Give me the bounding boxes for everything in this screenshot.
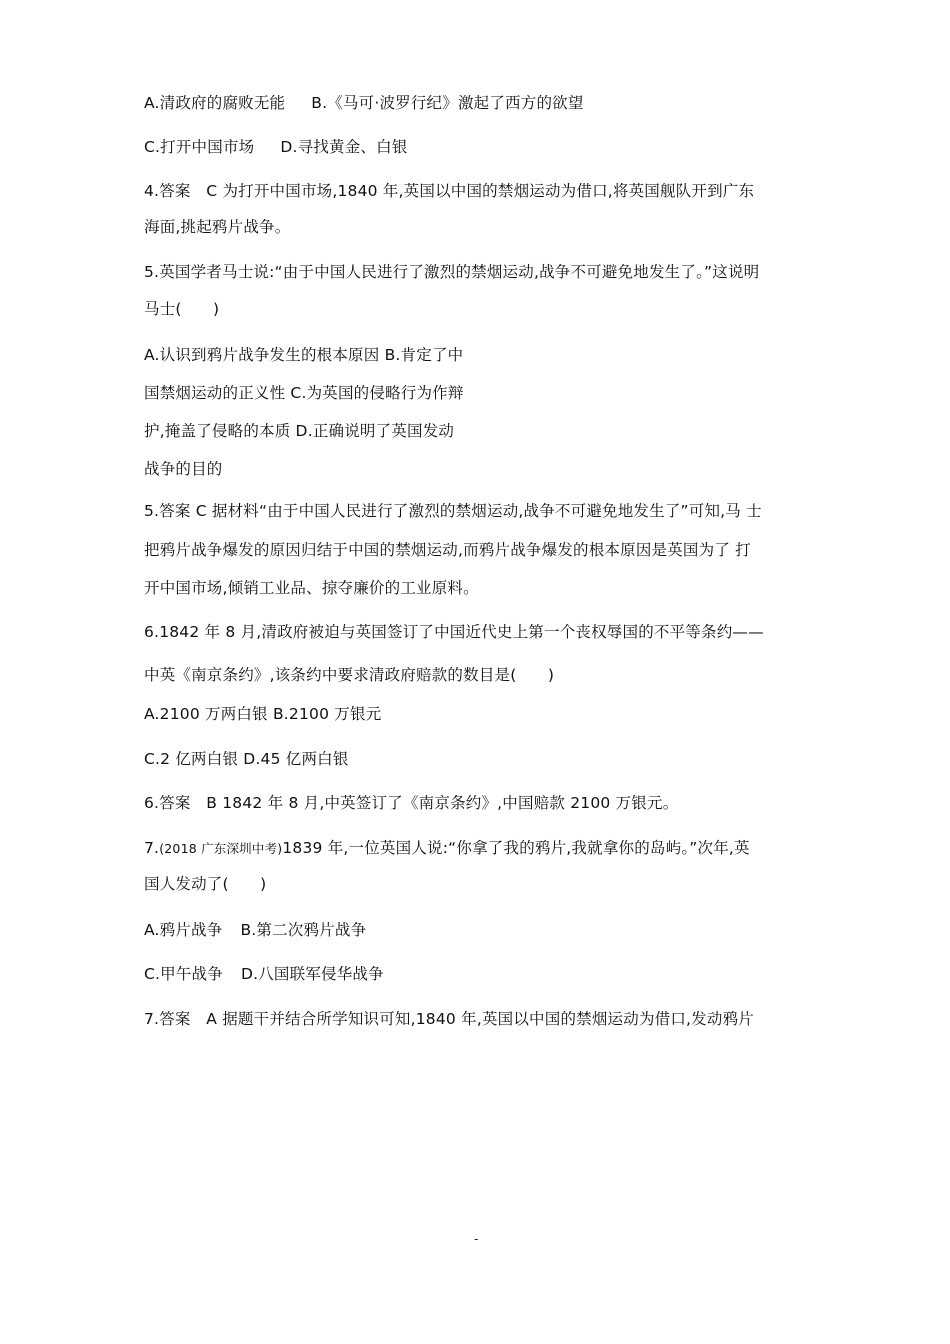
question-7-text: 1839 年,一位英国人说:“你拿了我的鸦片,我就拿你的岛屿。”次年,英 bbox=[282, 839, 750, 857]
q7-option-b: B.第二次鸦片战争 bbox=[240, 921, 367, 939]
answer-7-line-1: 7.答案 A 据题干并结合所学知识可知,1840 年,英国以中国的禁烟运动为借口,发动鸦片 bbox=[144, 1010, 754, 1028]
answer-4-line-2: 海面,挑起鸦片战争。 bbox=[144, 218, 291, 236]
question-7-options-cd bbox=[144, 963, 384, 985]
q7-option-d: D.八国联军侵华战争 bbox=[240, 965, 384, 983]
answer-5-line-3: 开中国市场,倾销工业品、掠夺廉价的工业原料。 bbox=[144, 579, 479, 597]
page-number-mark: - bbox=[474, 1232, 479, 1246]
question-5-options-4: 战争的目的 bbox=[144, 460, 223, 478]
q3-options-ab bbox=[144, 92, 584, 114]
question-6-options-cd: C.2 亿两白银 D.45 亿两白银 bbox=[144, 750, 349, 768]
question-7-source: (2018 广东深圳中考) bbox=[159, 841, 283, 856]
question-6-options-ab: A.2100 万两白银 B.2100 万银元 bbox=[144, 705, 382, 723]
q3-option-d: D.寻找黄金、白银 bbox=[280, 138, 408, 156]
q3-option-b: B.《马可·波罗行纪》激起了西方的欲望 bbox=[311, 94, 584, 112]
answer-5-line-2: 把鸦片战争爆发的原因归结于中国的禁烟运动,而鸦片战争爆发的根本原因是英国为了 打 bbox=[144, 541, 751, 559]
question-5-options-2: 国禁烟运动的正义性 C.为英国的侵略行为作辩 bbox=[144, 384, 464, 402]
q7-option-c: C.甲午战争 bbox=[144, 965, 223, 983]
question-5-options-3: 护,掩盖了侵略的本质 D.正确说明了英国发动 bbox=[144, 422, 455, 440]
question-7-options-ab bbox=[144, 919, 366, 941]
question-7-line-1 bbox=[144, 837, 750, 860]
question-5-line-1: 5.英国学者马士说:“由于中国人民进行了激烈的禁烟运动,战争不可避免地发生了。”这说明 bbox=[144, 263, 760, 281]
question-6-line-2: 中英《南京条约》,该条约中要求清政府赔款的数目是( ) bbox=[144, 666, 555, 684]
question-7-line-2: 国人发动了( ) bbox=[144, 875, 267, 893]
question-7-number: 7. bbox=[144, 839, 160, 857]
answer-6-line-1: 6.答案 B 1842 年 8 月,中英签订了《南京条约》,中国赔款 2100 万银元。 bbox=[144, 794, 679, 812]
answer-5-line-1: 5.答案 C 据材料“由于中国人民进行了激烈的禁烟运动,战争不可避免地发生了”可知,马 士 bbox=[144, 502, 762, 520]
q7-option-a: A.鸦片战争 bbox=[144, 921, 223, 939]
q3-option-c: C.打开中国市场 bbox=[144, 138, 255, 156]
q3-option-a: A.清政府的腐败无能 bbox=[144, 94, 286, 112]
question-5-options-1: A.认识到鸦片战争发生的根本原因 B.肯定了中 bbox=[144, 346, 464, 364]
question-6-line-1: 6.1842 年 8 月,清政府被迫与英国签订了中国近代史上第一个丧权辱国的不平等条约—— bbox=[144, 623, 764, 641]
answer-4-line-1: 4.答案 C 为打开中国市场,1840 年,英国以中国的禁烟运动为借口,将英国舰队开到广东 bbox=[144, 182, 755, 200]
question-5-line-2: 马士( ) bbox=[144, 300, 220, 318]
q3-options-cd bbox=[144, 136, 408, 158]
